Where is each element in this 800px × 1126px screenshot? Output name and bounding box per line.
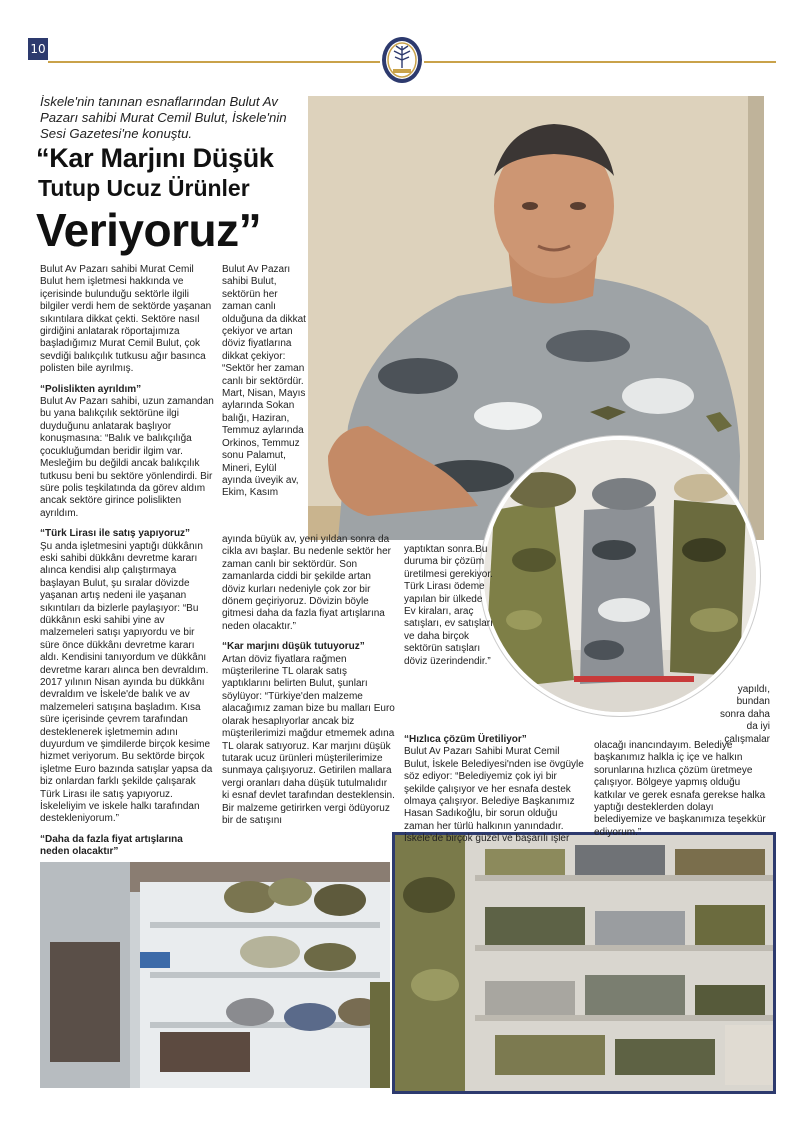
paragraph: yapıldı, bundan sonra daha da iyi çalışmalar bbox=[719, 684, 770, 745]
article-column-2-bottom bbox=[222, 534, 397, 833]
subheading: “Kar marjını düşük tutuyoruz” bbox=[222, 641, 365, 653]
paragraph: Bulut Av Pazarı sahibi Murat Cemil Bulut hem işletmesi hakkında ve içerisinde bulunduğu sektörle ilgili bilgiler verdi hem de sektörde yaşanan sıkıntılara dikkat çekti. Sektöre nasıl girdiğini anlatarak röportajımıza başladığımız Murat Cemil Bulut, çok sevdiği balıkçılık tutkusu ağır basınca polisten bile ayrılmış. bbox=[40, 264, 212, 375]
subheading: “Türk Lirası ile satış yapıyoruz” bbox=[40, 528, 191, 540]
municipality-seal-icon bbox=[380, 36, 424, 84]
page-number: 10 bbox=[28, 38, 48, 60]
store-shelves-photo-left bbox=[40, 862, 390, 1088]
subheading: “Polislikten ayrıldım” bbox=[40, 383, 142, 395]
store-shelves-photo-right bbox=[392, 832, 776, 1094]
article-column-3-top bbox=[404, 544, 494, 674]
paragraph: Şu anda işletmesini yaptığı dükkânın eski sahibi dükkânı devretme kararı alınca kendisi alıp çalıştırmaya başlayan Bulut, şu sıralar dövizde yaşanan artış nedeni ile yaşanan sıkıntıları da bizlerle paylaşıyor: “Bu dükkânın eski sahibi yine av malzemeleri satışı yapıyordu ve bir süre önce dükkânı devretme kararı aldı. Kendisini tanıyordum ve dükkânı devretme kararı alınca ben devraldım. 2017 yılının Nisan ayında bu dükkânı devraldım ve İskele'de balık ve av malzemeleri satışına başladım. Kısa süre içerisinde çevrem tarafından desteklenerek işletmemin adını duyurdum ve şimdilerde birçok kesime hizmet veriyorum. Bu sektörde birçok işletme Euro bazında satışlar yapsa da biz onlardan farklı şekilde çalışarak Türk Lirası ile satış yapıyoruz. İskeleliyim ve iskele halkı tarafından destekleniyorum.” bbox=[40, 540, 213, 825]
headline-line-2: Tutup Ucuz Ürünler bbox=[38, 175, 250, 201]
paragraph: ayında büyük av, yeni yıldan sonra da cikla avı başlar. Bu nedenle sektör her zaman canlı bir sektördür. Son zamanlarda ciddi bir şekilde artan döviz kurları nedeniyle çok zor bir dönem geçiriyoruz. Dövizin böyle gitmesi daha da fazla fiyat artışlarına neden olacaktır.” bbox=[222, 534, 391, 632]
header-rule-right bbox=[424, 61, 776, 63]
paragraph: Bulut Av Pazarı sahibi Bulut, sektörün her zaman canlı olduğuna da dikkat çekiyor ve artan döviz fiyatlarına dikkat çekiyor: “Sektör her zaman canlı bir sektördür. Mart, Nisan, Mayıs aylarında Sokan balığı, Haziran, Temmuz aylarında Orkinos, Temmuz sonu Palamut, Mineri, Eylül ayında üveyik av, Ekim, Kasım bbox=[222, 264, 306, 499]
article-column-2-top bbox=[222, 264, 308, 506]
subheading: “Hızlıca çözüm Üretiliyor” bbox=[404, 734, 527, 745]
article-column-1 bbox=[40, 264, 214, 859]
article-headline bbox=[36, 142, 336, 258]
article-column-4 bbox=[594, 740, 772, 845]
subheading: “Daha da fazla fiyat artışlarına neden olacaktır” bbox=[40, 833, 183, 858]
article-column-3-bottom bbox=[404, 726, 587, 852]
headline-line-3: Veriyoruz” bbox=[36, 204, 262, 256]
article-intro: İskele'nin tanınan esnaflarından Bulut Av Pazarı sahibi Murat Cemil Bulut, İskele'nin Sesi Gazetesi'ne konuştu. bbox=[40, 94, 287, 141]
paragraph: Bulut Av Pazarı Sahibi Murat Cemil Bulut, İskele Belediyesi'nden ise övgüyle söz ediyor: “Belediyemiz çok iyi bir şekilde çalışıyor ve her esnafa destek olmaya çalışıyor. Belediye Başkanımız Hasan Sadıkoğlu, bir sorun olduğu zaman her türlü halkının yanındadır. İskele'de birçok güzel ve başarılı işler bbox=[404, 746, 584, 845]
paragraph: yaptıktan sonra.Bu duruma bir çözüm üretilmesi gerekiyor. Türk Lirası ödeme yapılan bir ülkede Ev kiraları, araç satışları, ev satışları ve daha birçok sektörün satışları döviz üzerindendir.” bbox=[404, 544, 493, 667]
paragraph: Bulut Av Pazarı sahibi, uzun zamandan bu yana balıkçılık sektörüne ilgi duyduğunu anlatarak başlıyor konuşmasına: “Balık ve balıkçılığa çocukluğumdan beridir ilgim var. Mesleğim bu değildi ancak balıkçılık tutkusu beni bu sektöre yönlendirdi. Bir süre polis teşkilatında da görev aldım ancak sektöre girince polislikten ayrıldım. bbox=[40, 396, 214, 519]
header-rule-left bbox=[48, 61, 380, 63]
paragraph: olacağı inancındayım. Belediye başkanımız halkla iç içe ve halkın sorunlarına hızlıca çözüm üretmeye çalışıyor. Bölgeye yapmış olduğu katkılar ve gerek esnafa gerekse halka yaptığı desteklerden dolayı belediyemize ve başkanımıza teşekkür ediyorum.” bbox=[594, 740, 766, 838]
paragraph: Artan döviz fiyatlara rağmen müşterilerine TL olarak satış yaptıklarını belirten Bulut, şunları söylüyor: “Türkiye'den malzeme alacağımız zaman bize bu malları Euro olarak hesaplıyorlar ancak biz müşterilerimizi mağdur etmemek adına TL olarak satıyoruz. Kar marjını düşük tutarak ucuz ürünleri müşterilerimize sunmaya çalışıyoruz. Getirilen mallara vergi oranları daha düşük tutulmalıdır ki esnaf devlet tarafından desteklensin. Bir malzeme getirirken vergi ödüyoruz bir de satışını bbox=[222, 653, 395, 826]
inset-product-photo bbox=[480, 436, 760, 716]
headline-line-1: “Kar Marjını Düşük bbox=[36, 143, 274, 173]
